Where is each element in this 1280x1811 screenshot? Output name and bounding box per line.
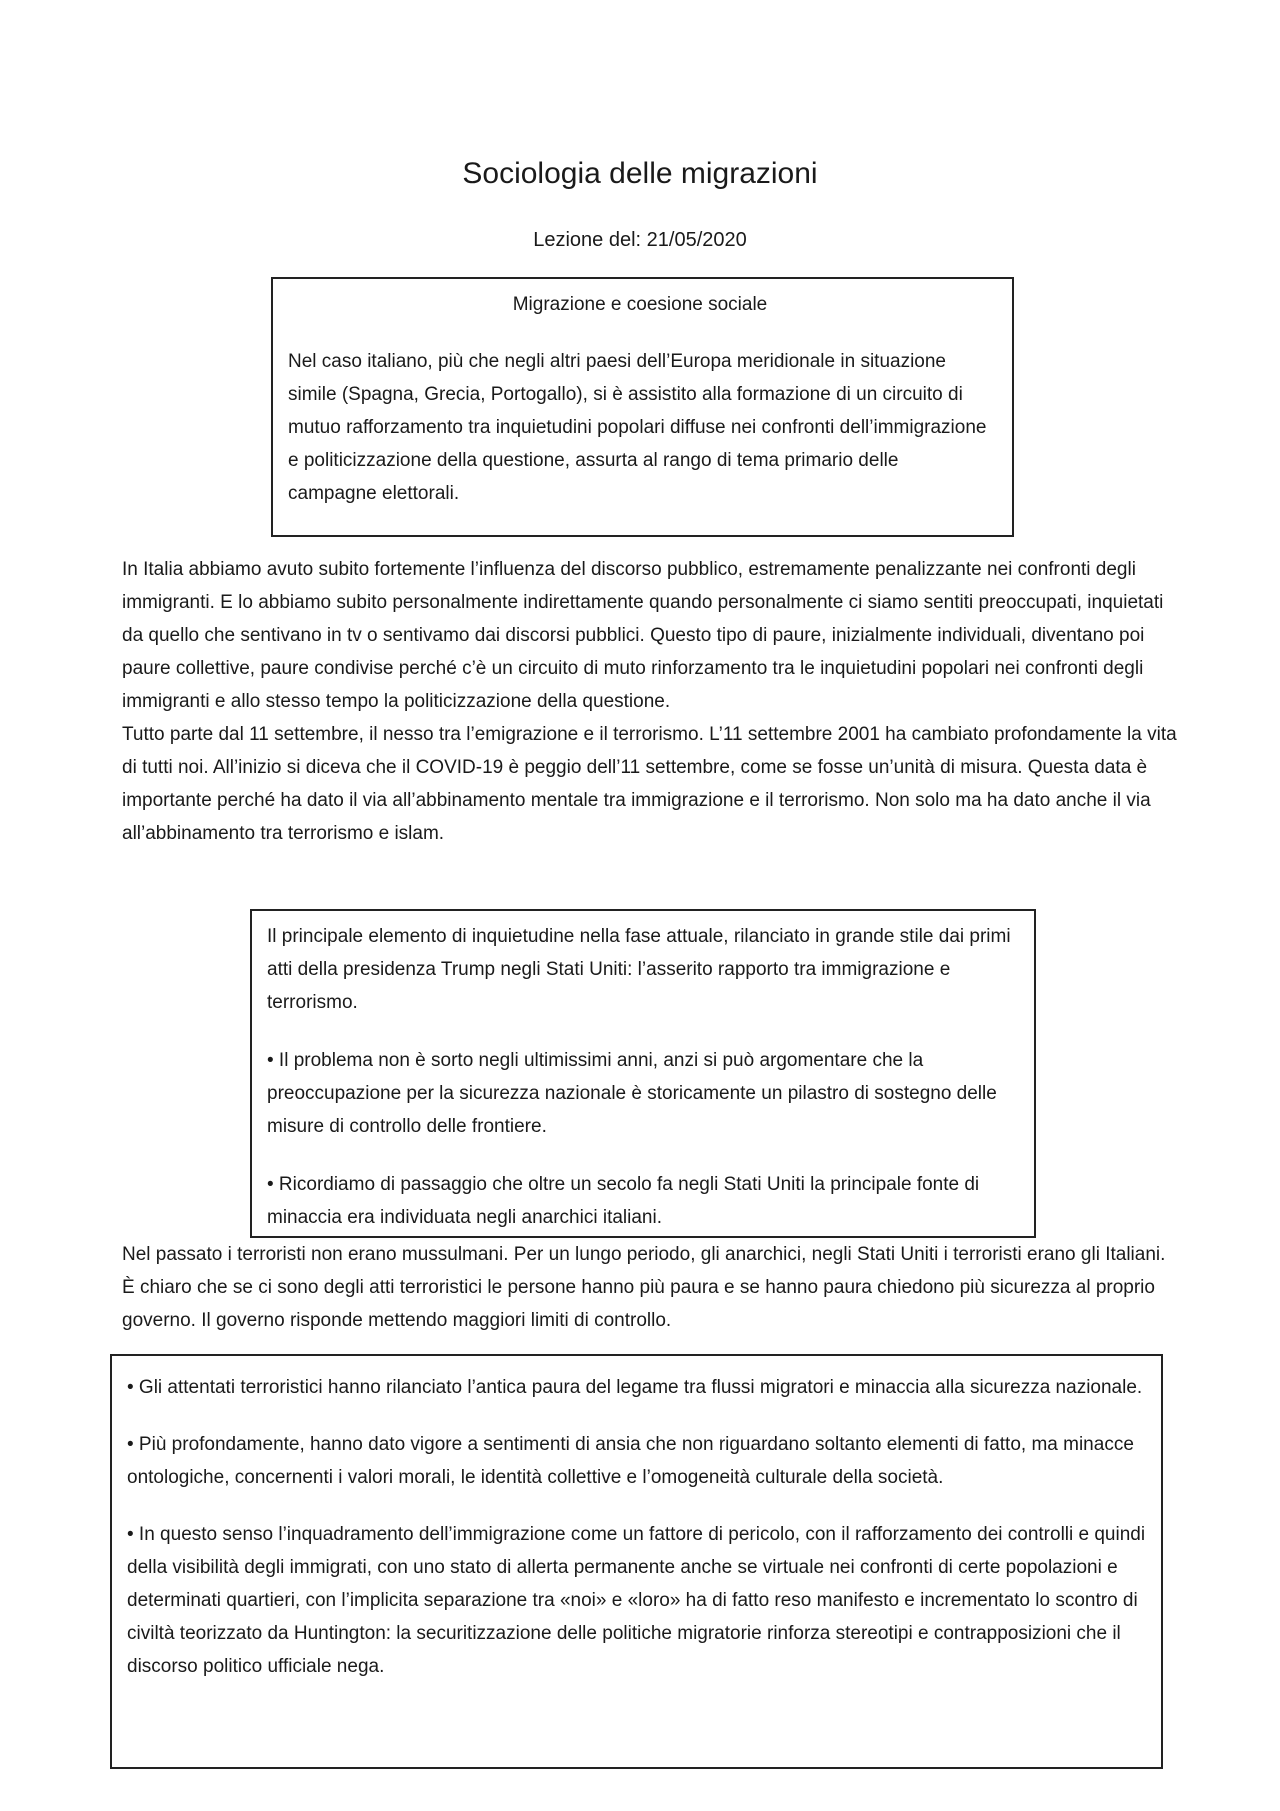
box-bullet: • Ricordiamo di passaggio che oltre un secolo fa negli Stati Uniti la principale fonte di minaccia era individuata negli anarchici italiani. — [267, 1174, 980, 1228]
body-paragraph: Tutto parte dal 11 settembre, il nesso tra l’emigrazione e il terrorismo. L’11 settembre 2001 ha cambiato profondamente la vita di tutti noi. All’inizio si diceva che il COVID-19 è peggio dell’11 settembre, come se fosse un’unità di misura. Questa data è importante perché ha dato il via all’abbinamento mentale tra immigrazione e il terrorismo. Non solo ma ha dato anche il via all’abbinamento tra terrorismo e islam. — [122, 724, 1177, 844]
page-title: Sociologia delle migrazioni — [462, 157, 818, 190]
summary-box-terrorism — [250, 909, 1036, 1238]
box-heading: Migrazione e coesione sociale — [512, 294, 768, 315]
box-bullet: • In questo senso l’inquadramento dell’immigrazione come un fattore di pericolo, con il rafforzamento dei controlli e quindi della visibilità degli immigrati, con uno stato di allerta permanente anche se virtuale nei confronti di certe popolazioni e determinati quartieri, con l’implicita separazione tra «noi» e «loro» ha di fatto reso manifesto e incrementato lo scontro di civiltà teorizzato da Huntington: la securitizzazione delle politiche migratorie rinforza stereotipi e contrapposizioni che il discorso politico ufficiale nega. — [127, 1524, 1146, 1677]
body-paragraph: In Italia abbiamo avuto subito fortemente l’influenza del discorso pubblico, estremamente penalizzante nei confronti degli immigranti. E lo abbiamo subito personalmente indirettamente quando personalmente ci siamo sentiti preoccupati, inquietati da quello che sentivano in tv o sentivamo dai discorsi pubblici. Questo tipo di paure, inizialmente individuali, diventano poi paure collettive, paure condivise perché c’è un circuito di muto rinforzamento tra le inquietudini popolari nei confronti degli immigranti e allo stesso tempo la politicizzazione della questione. — [122, 559, 1164, 712]
box-bullet: • Più profondamente, hanno dato vigore a sentimenti di ansia che non riguardano soltanto elementi di fatto, ma minacce ontologiche, concernenti i valori morali, le identità collettive e l’omogeneità culturale della società. — [127, 1434, 1134, 1488]
summary-box-securitization — [110, 1354, 1163, 1769]
body-paragraph: Nel passato i terroristi non erano mussulmani. Per un lungo periodo, gli anarchici, negli Stati Uniti i terroristi erano gli Italiani. È chiaro che se ci sono degli atti terroristici le persone hanno più paura e se hanno paura chiedono più sicurezza al proprio governo. Il governo risponde mettendo maggiori limiti di controllo. — [122, 1244, 1166, 1331]
lesson-date: Lezione del: 21/05/2020 — [533, 229, 747, 251]
box-bullet: • Gli attentati terroristici hanno rilanciato l’antica paura del legame tra flussi migratori e minaccia alla sicurezza nazionale. — [127, 1377, 1143, 1398]
box-paragraph: Nel caso italiano, più che negli altri paesi dell’Europa meridionale in situazione simile (Spagna, Grecia, Portogallo), si è assistito alla formazione di un circuito di mutuo rafforzamento tra inquietudini popolari diffuse nei confronti dell’immigrazione e politicizzazione della questione, assurta al rango di tema primario delle campagne elettorali. — [288, 351, 987, 504]
summary-box-social-cohesion — [271, 277, 1014, 537]
body-text-section-2 — [122, 1238, 1182, 1337]
box-paragraph: Il principale elemento di inquietudine nella fase attuale, rilanciato in grande stile dai primi atti della presidenza Trump negli Stati Uniti: l’asserito rapporto tra immigrazione e terrorismo. — [267, 926, 1011, 1013]
box-bullet: • Il problema non è sorto negli ultimissimi anni, anzi si può argomentare che la preoccupazione per la sicurezza nazionale è storicamente un pilastro di sostegno delle misure di controllo delle frontiere. — [267, 1050, 997, 1137]
body-text-section-1 — [122, 553, 1182, 850]
